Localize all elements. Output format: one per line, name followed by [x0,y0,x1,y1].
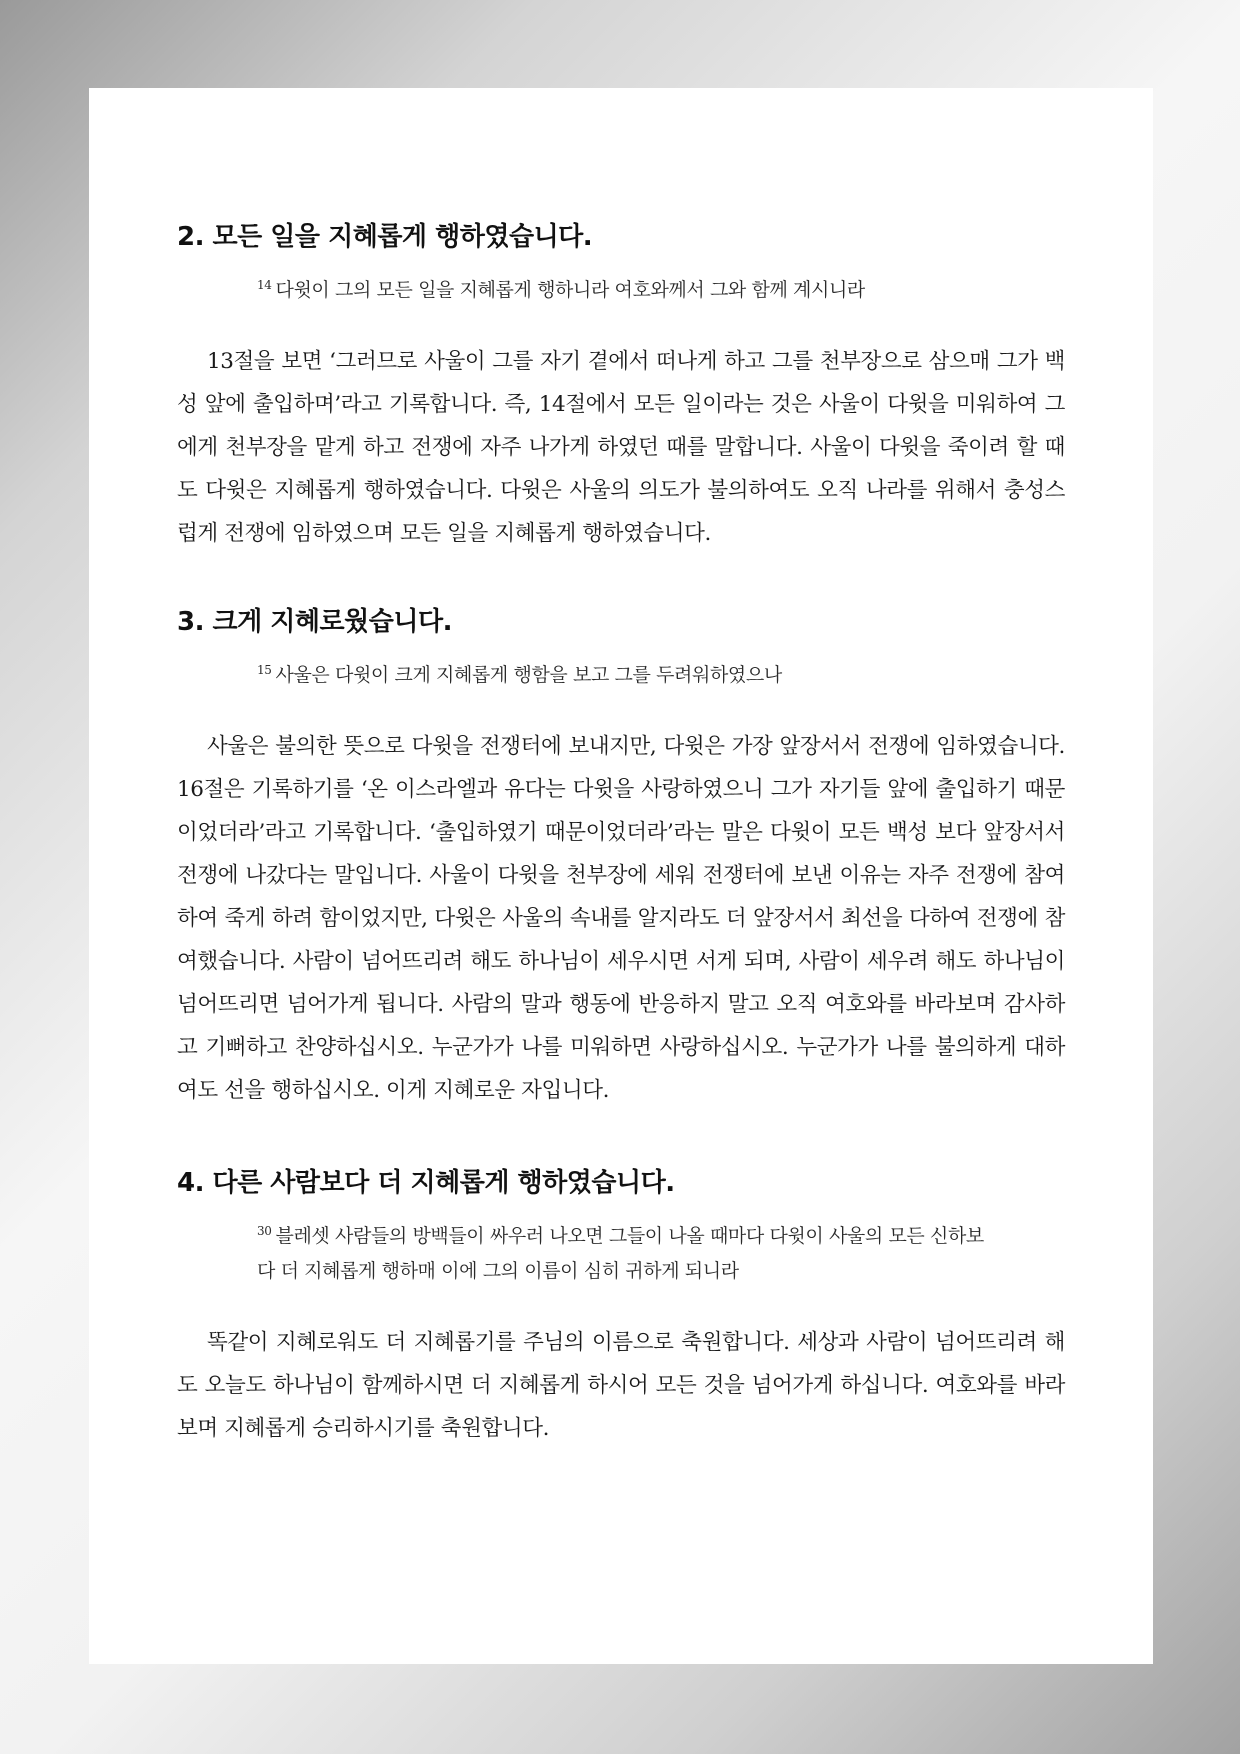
verse-number: 14 [257,278,272,292]
section-body: 똑같이 지혜로워도 더 지혜롭기를 주님의 이름으로 축원합니다. 세상과 사람이 넘어뜨리려 해도 오늘도 하나님이 함께하시면 더 지혜롭게 하시어 모든 것을 넘어가게 하십니다. 여호와를 바라보며 지혜롭게 승리하시기를 축원합니다. [177,1330,1065,1441]
section-spacer [177,555,1065,601]
verse-number: 15 [257,663,272,677]
page-content [177,216,1065,1450]
verse-quote [257,1219,997,1289]
verse-text: 다윗이 그의 모든 일을 지혜롭게 행하니라 여호와께서 그와 함께 계시니라 [275,279,865,301]
section-heading: 4. 다른 사람보다 더 지혜롭게 행하였습니다. [177,1168,675,1198]
verse-quote [257,273,997,308]
verse-quote [257,658,997,693]
verse-number: 30 [257,1224,272,1238]
document-page [89,88,1153,1664]
section-body: 사울은 불의한 뜻으로 다윗을 전쟁터에 보내지만, 다윗은 가장 앞장서서 전쟁에 임하였습니다. 16절은 기록하기를 ‘온 이스라엘과 유다는 다윗을 사랑하였으니 그가 자기들 앞에 출입하기 때문이었더라’라고 기록합니다. ‘출입하였기 때문이었더라’라는 말은 다윗이 모든 백성 보다 앞장서서 전쟁에 나갔다는 말입니다. 사울이 다윗을 천부장에 세워 전쟁터에 보낸 이유는 자주 전쟁에 참여하여 죽게 하려 함이었지만, 다윗은 사울의 속내를 알지라도 더 앞장서서 최선을 다하여 전쟁에 참여했습니다. 사람이 넘어뜨리려 해도 하나님이 세우시면 서게 되며, 사람이 세우려 해도 하나님이 넘어뜨리면 넘어가게 됩니다. 사람의 말과 행동에 반응하지 말고 오직 여호와를 바라보며 감사하고 기뻐하고 찬양하십시오. 누군가가 나를 미워하면 사랑하십시오. 누군가가 나를 불의하게 대하여도 선을 행하십시오. 이게 지혜로운 자입니다. [177,734,1065,1103]
verse-text: 사울은 다윗이 크게 지혜롭게 행함을 보고 그를 두려워하였으나 [275,664,782,686]
verse-text: 블레셋 사람들의 방백들이 싸우러 나오면 그들이 나올 때마다 다윗이 사울의 모든 신하보다 더 지혜롭게 행하매 이에 그의 이름이 심히 귀하게 되니라 [257,1225,984,1282]
section-body: 13절을 보면 ‘그러므로 사울이 그를 자기 곁에서 떠나게 하고 그를 천부장으로 삼으매 그가 백성 앞에 출입하며’라고 기록합니다. 즉, 14절에서 모든 일이라는 것은 사울이 다윗을 미워하여 그에게 천부장을 맡게 하고 전쟁에 자주 나가게 하였던 때를 말합니다. 사울이 다윗을 죽이려 할 때도 다윗은 지혜롭게 행하였습니다. 다윗은 사울의 의도가 불의하여도 오직 나라를 위해서 충성스럽게 전쟁에 임하였으며 모든 일을 지혜롭게 행하였습니다. [177,349,1065,546]
section-spacer [177,1112,1065,1162]
section-heading: 3. 크게 지혜로웠습니다. [177,607,452,637]
section-heading: 2. 모든 일을 지혜롭게 행하였습니다. [177,222,593,252]
